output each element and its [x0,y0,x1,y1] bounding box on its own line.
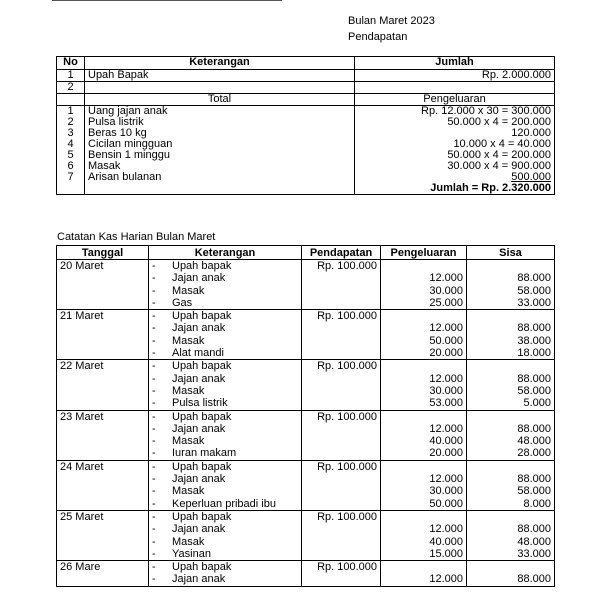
description-text: Jajan anak [172,372,226,385]
bullet-dash: - [152,561,156,574]
top-rule [52,0,282,1]
day-group [57,260,555,310]
row-expense [381,260,467,273]
row-date [57,447,149,460]
row-description [149,335,302,347]
bullet-dash: - [152,384,156,397]
description-text: Upah bapak [172,510,232,523]
bullet-dash: - [152,547,156,560]
row-balance [467,410,555,423]
bullet-dash: - [152,523,156,536]
row-expense [381,460,467,473]
description-text: Masak [172,535,205,548]
income-row [57,70,555,82]
row-description [149,536,302,548]
table-row [57,335,555,347]
row-expense [381,410,467,423]
cashbook-table [56,245,555,587]
row-income [302,373,381,385]
description-text: Masak [172,485,205,498]
row-description [149,473,302,485]
row-description [149,423,302,435]
table-row [57,397,555,410]
row-balance: 88.000 [467,373,555,385]
row-date: 23 Maret [57,410,149,423]
bullet-dash: - [152,460,156,473]
row-income [302,285,381,297]
description-text: Masak [172,384,205,397]
row-expense: 50.000 [381,498,467,511]
row-date: 20 Maret [57,260,149,273]
row-expense: 53.000 [381,397,467,410]
row-balance [467,310,555,323]
bullet-dash: - [152,322,156,335]
col-balance: Sisa [467,246,555,260]
row-balance: 38.000 [467,335,555,347]
row-expense: 12.000 [381,473,467,485]
row-expense: 12.000 [381,373,467,385]
bullet-dash: - [152,296,156,309]
bullet-dash: - [152,473,156,486]
row-balance: 5.000 [467,397,555,410]
bullet-dash: - [152,573,156,586]
description-text: Upah bapak [172,410,232,423]
row-income [302,385,381,397]
table-row [57,510,555,523]
row-description [149,272,302,284]
row-date: 22 Maret [57,360,149,373]
row-income [302,573,381,586]
row-income [302,548,381,561]
expense-numbers: 1 2 3 4 5 6 7 [57,106,85,195]
row-balance: 8.000 [467,498,555,511]
description-text: Yasinan [172,547,211,560]
row-description [149,347,302,360]
row-expense: 20.000 [381,347,467,360]
row-income: Rp. 100.000 [302,561,381,574]
row-date [57,335,149,347]
description-text: Masak [172,284,205,297]
table-row [57,523,555,535]
row-date [57,523,149,535]
bullet-dash: - [152,260,156,272]
table-row [57,410,555,423]
day-group [57,510,555,560]
row-income [302,397,381,410]
row-income [302,473,381,485]
table-row [57,360,555,373]
row-expense: 30.000 [381,485,467,497]
table-row [57,385,555,397]
row-description [149,460,302,473]
row-date [57,536,149,548]
row-income [302,272,381,284]
day-group [57,310,555,360]
row-date [57,423,149,435]
row-date [57,498,149,511]
description-text: Upah bapak [172,310,232,323]
row-date [57,322,149,334]
row-description [149,322,302,334]
row-expense: 12.000 [381,322,467,334]
day-group [57,460,555,510]
bullet-dash: - [152,447,156,460]
row-description [149,485,302,497]
description-text: Jajan anak [172,272,226,285]
col-description: Keterangan [149,246,302,260]
row-income [302,447,381,460]
row-income [302,498,381,511]
day-group [57,410,555,460]
bullet-dash: - [152,497,156,510]
description-text: Upah bapak [172,561,232,574]
row-balance: 28.000 [467,447,555,460]
row-balance: 88.000 [467,272,555,284]
table-row [57,485,555,497]
description-text: Keperluan pribadi ibu [172,497,276,510]
row-date [57,397,149,410]
row-description [149,297,302,310]
row-income: Rp. 100.000 [302,360,381,373]
total-row [57,94,555,106]
row-description [149,310,302,323]
description-text: Masak [172,334,205,347]
row-expense [381,561,467,574]
row-no: 1 [57,70,85,82]
description-text: Upah bapak [172,260,232,272]
row-description [149,498,302,511]
row-expense: 12.000 [381,523,467,535]
col-expense: Pengeluaran [381,246,467,260]
row-balance: 88.000 [467,322,555,334]
description-text: Iuran makam [172,447,237,460]
row-description [149,523,302,535]
table-row [57,573,555,586]
bullet-dash: - [152,272,156,285]
row-income [302,297,381,310]
description-text: Jajan anak [172,422,226,435]
row-date [57,485,149,497]
budget-header-row [57,57,555,70]
row-date [57,573,149,586]
row-income [302,335,381,347]
description-text: Jajan anak [172,523,226,536]
section-title: Pendapatan [348,31,408,43]
row-balance: 88.000 [467,423,555,435]
row-income [302,485,381,497]
table-row [57,460,555,473]
table-row [57,285,555,297]
row-balance: 58.000 [467,285,555,297]
bullet-dash: - [152,360,156,373]
row-date [57,435,149,447]
col-no: No [57,57,85,70]
row-balance: 88.000 [467,573,555,586]
bullet-dash: - [152,284,156,297]
row-description [149,397,302,410]
description-text: Masak [172,435,205,448]
cashbook-title: Catatan Kas Harian Bulan Maret [57,231,216,243]
row-date [57,272,149,284]
row-description [149,548,302,561]
expense-amounts: Rp. 12.000 x 30 = 300.000 50.000 x 4 = 200.000 120.000 10.000 x 4 = 40.000 50.000 x 4 = 200.000 30.000 x 4 = 900.000 500.000 Jumlah = Rp. 2.320.000 [355,106,555,195]
table-row [57,423,555,435]
row-expense: 25.000 [381,297,467,310]
bullet-dash: - [152,372,156,385]
document-period: Bulan Maret 2023 [348,15,435,27]
description-text: Gas [172,296,193,309]
row-income: Rp. 100.000 [302,510,381,523]
row-expense: 15.000 [381,548,467,561]
description-text: Jajan anak [172,322,226,335]
table-row [57,373,555,385]
table-row [57,548,555,561]
expense-label: Pengeluaran [355,94,555,106]
table-row [57,310,555,323]
row-balance [467,460,555,473]
col-description: Keterangan [85,57,355,70]
row-description [149,285,302,297]
row-balance [467,510,555,523]
bullet-dash: - [152,510,156,523]
row-description [149,360,302,373]
row-description: Upah Bapak [85,70,355,82]
row-expense: 20.000 [381,447,467,460]
row-income [302,435,381,447]
day-group [57,561,555,587]
bullet-dash: - [152,422,156,435]
row-date: 24 Maret [57,460,149,473]
row-description [149,373,302,385]
description-text: Jajan anak [172,573,226,586]
col-income: Pendapatan [302,246,381,260]
expense-descriptions: Uang jajan anak Pulsa listrik Beras 10 kg Cicilan mingguan Bensin 1 minggu Masak Arisan bulanan [85,106,355,195]
expenses-row [57,106,555,195]
bullet-dash: - [152,310,156,323]
description-text: Pulsa listrik [172,397,228,410]
budget-table [56,56,555,195]
description-text: Alat mandi [172,347,224,360]
col-amount: Jumlah [355,57,555,70]
table-row [57,260,555,273]
row-expense: 30.000 [381,285,467,297]
expense-sum: Jumlah = Rp. 2.320.000 [430,182,551,194]
row-income [302,523,381,535]
table-row [57,347,555,360]
row-expense: 12.000 [381,573,467,586]
row-balance [467,561,555,574]
table-row [57,561,555,574]
row-description [85,82,355,94]
bullet-dash: - [152,397,156,410]
table-row [57,435,555,447]
row-description [149,447,302,460]
bullet-dash: - [152,535,156,548]
row-income [302,322,381,334]
row-expense: 40.000 [381,536,467,548]
row-expense [381,360,467,373]
row-income [302,423,381,435]
row-amount: Rp. 2.000.000 [355,70,555,82]
row-date [57,385,149,397]
row-description [149,561,302,574]
row-date [57,373,149,385]
table-row [57,297,555,310]
row-balance: 48.000 [467,536,555,548]
row-date [57,548,149,561]
row-balance: 88.000 [467,473,555,485]
description-text: Upah bapak [172,360,232,373]
row-balance: 48.000 [467,435,555,447]
row-date: 21 Maret [57,310,149,323]
bullet-dash: - [152,334,156,347]
row-date [57,297,149,310]
row-description [149,260,302,273]
cashbook-header-row [57,246,555,260]
row-description [149,573,302,586]
row-date [57,347,149,360]
row-amount [355,82,555,94]
row-date: 25 Maret [57,510,149,523]
description-text: Jajan anak [172,473,226,486]
row-no: 2 [57,82,85,94]
row-balance: 33.000 [467,297,555,310]
bullet-dash: - [152,347,156,360]
description-text: Upah bapak [172,460,232,473]
row-date: 26 Mare [57,561,149,574]
bullet-dash: - [152,410,156,423]
table-row [57,447,555,460]
row-balance: 18.000 [467,347,555,360]
row-expense [381,310,467,323]
row-expense: 12.000 [381,423,467,435]
table-row [57,536,555,548]
row-expense: 50.000 [381,335,467,347]
day-group [57,360,555,410]
row-balance: 58.000 [467,385,555,397]
row-description [149,510,302,523]
row-date [57,285,149,297]
row-balance: 88.000 [467,523,555,535]
row-balance [467,360,555,373]
col-date: Tanggal [57,246,149,260]
row-description [149,435,302,447]
row-income: Rp. 100.000 [302,310,381,323]
row-balance: 58.000 [467,485,555,497]
table-row [57,473,555,485]
row-description [149,385,302,397]
row-balance [467,260,555,273]
row-income: Rp. 100.000 [302,260,381,273]
row-date [57,473,149,485]
row-balance: 33.000 [467,548,555,561]
table-row [57,272,555,284]
income-row [57,82,555,94]
table-row [57,498,555,511]
row-income: Rp. 100.000 [302,410,381,423]
bullet-dash: - [152,485,156,498]
table-row [57,322,555,334]
row-income [302,536,381,548]
total-label: Total [85,94,355,106]
row-expense: 30.000 [381,385,467,397]
row-expense: 12.000 [381,272,467,284]
row-description [149,410,302,423]
row-income: Rp. 100.000 [302,460,381,473]
bullet-dash: - [152,435,156,448]
row-expense: 40.000 [381,435,467,447]
row-expense [381,510,467,523]
row-income [302,347,381,360]
